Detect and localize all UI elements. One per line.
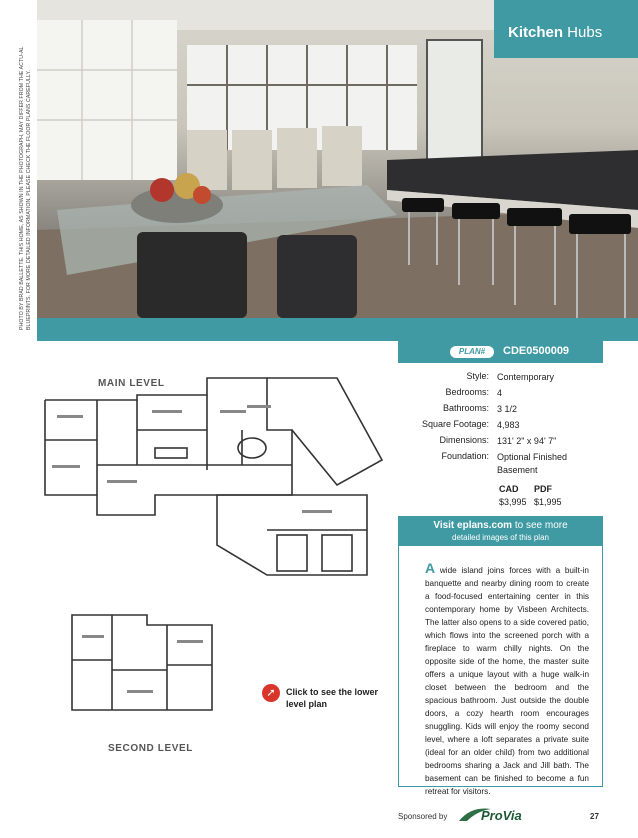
cad-price: $3,995 <box>499 497 527 507</box>
plan-description <box>425 562 589 798</box>
spec-row <box>398 371 603 384</box>
pdf-price: $1,995 <box>534 497 562 507</box>
header-band <box>37 318 638 341</box>
spec-row <box>398 435 603 448</box>
section-title-bold: Kitchen <box>508 24 564 41</box>
spec-row <box>398 403 603 416</box>
spec-label: Bedrooms: <box>445 387 489 397</box>
spec-row <box>398 451 603 475</box>
second-level-label: SECOND LEVEL <box>108 743 193 754</box>
cad-label: CAD <box>499 484 519 494</box>
arrow-icon: ➚ <box>262 684 280 702</box>
floor-plans-drawing <box>37 370 392 740</box>
visit-link-line2: detailed images of this plan <box>452 533 549 542</box>
provia-logo <box>457 802 537 826</box>
main-level-label: MAIN LEVEL <box>98 378 165 389</box>
spec-label: Bathrooms: <box>442 403 489 413</box>
pdf-label: PDF <box>534 484 552 494</box>
spec-value: 131' 2" x 94' 7" <box>497 436 557 446</box>
provia-brand: ProVia <box>481 808 522 823</box>
cta-text: Click to see the lower level plan <box>286 687 379 709</box>
plan-header <box>398 341 603 363</box>
drop-cap: A <box>425 560 436 576</box>
spec-label: Style: <box>466 371 489 381</box>
photo-credit: PHOTO BY BRAD BALLETTE. THIS HOME, AS SHOWN IN THE PHOTOGRAPH, MAY DIFFER FROM THE ACTU-AL BLUEPRINTS. FOR MORE DETAILED INFORMATION, PLEASE CHECK THE FLOOR PLANS CAREFULLY. <box>19 46 32 330</box>
spec-row <box>398 387 603 400</box>
sponsor-label: Sponsored by <box>398 812 448 821</box>
visit-link-rest: to see more <box>512 520 568 531</box>
plan-id: CDE0500009 <box>503 345 570 357</box>
spec-value: Contemporary <box>497 372 555 382</box>
spec-row <box>398 419 603 432</box>
spec-value: 4 <box>497 388 503 398</box>
spec-value: 3 1/2 <box>497 404 518 414</box>
page-number: 27 <box>590 812 599 821</box>
eplans-link[interactable] <box>398 516 603 546</box>
description-box <box>398 546 603 796</box>
spec-label: Square Footage: <box>421 419 489 429</box>
spec-value: Optional Finished Basement <box>497 452 568 475</box>
visit-link-bold: Visit eplans.com <box>433 520 513 531</box>
section-tab <box>494 0 638 58</box>
section-title-rest: Hubs <box>563 24 603 41</box>
spec-label: Dimensions: <box>439 435 489 445</box>
description-text: wide island joins forces with a built-in banquette and nearby dining room to create a food-focused entertaining center in this contemporary home by Visbeen Architects. The latter also opens to a side covered patio, which flows into the screened porch with a fireplace to warm chilly nights. On the opposite side of the home, the master suite offers a unique layout with a huge walk-in closet between the bedroom and the spacious bathroom. Just outside the double doors, a cozy hearth room encourages snuggling. Kids will enjoy the roomy second level, where a loft separates a private suite (ideal for an older child) from two additional bedrooms sharing a Jack and Jill bath. The basement can be finished to become a fun retreat for visitors. <box>425 566 589 796</box>
spec-value: 4,983 <box>497 420 520 430</box>
plan-badge: PLAN# <box>450 346 494 358</box>
spec-label: Foundation: <box>441 451 489 461</box>
